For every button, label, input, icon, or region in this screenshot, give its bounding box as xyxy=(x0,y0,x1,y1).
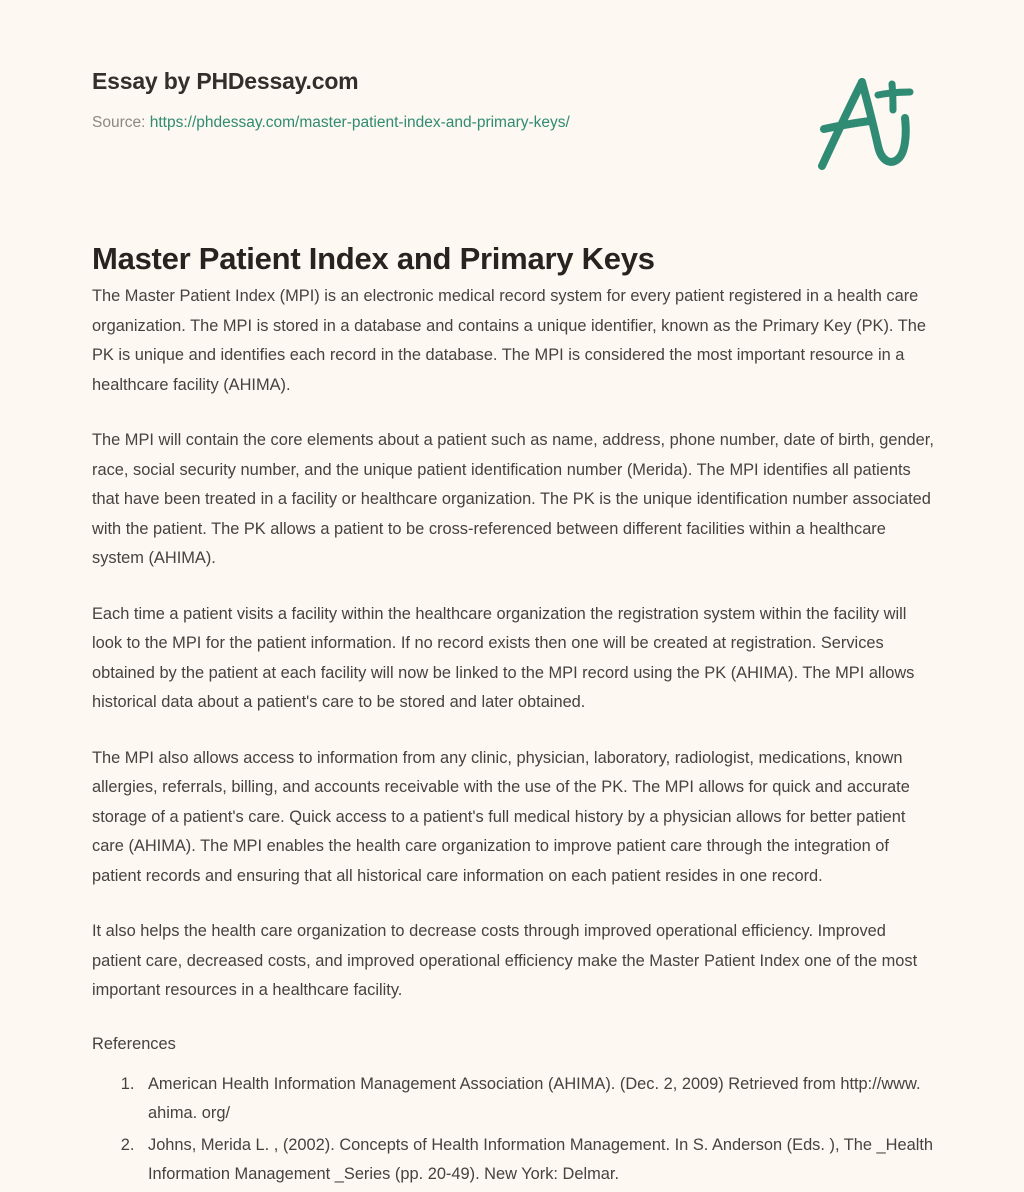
source-url-link[interactable]: https://phdessay.com/master-patient-index-and-primary-keys/ xyxy=(149,114,570,131)
references-list xyxy=(92,1070,934,1190)
reference-item: 2. Johns, Merida L. , (2002). Concepts of Health Information Management. In S. Anderson (Eds. ), The _Health Information Management _Series (pp. 20-49). New York: Delmar. xyxy=(139,1131,934,1190)
page-header xyxy=(92,66,932,134)
paragraph: The Master Patient Index (MPI) is an electronic medical record system for every patient registered in a health care organization. The MPI is stored in a database and contains a unique identifier, known as the Primary Key (PK). The PK is unique and identifies each record in the database. The MPI is considered the most important resource in a healthcare facility (AHIMA). xyxy=(92,287,926,394)
essay-body xyxy=(92,282,934,1192)
source-line xyxy=(92,112,932,134)
a-plus-logo xyxy=(808,66,926,174)
source-label: Source: xyxy=(92,114,146,131)
reference-item: 1. American Health Information Management Association (AHIMA). (Dec. 2, 2009) Retrieved from http://www. ahima. org/ xyxy=(139,1070,934,1129)
paragraph: It also helps the health care organization to decrease costs through improved operational efficiency. Improved patient care, decreased costs, and improved operational efficiency make the Master Patient Index one of the most important resources in a healthcare facility. xyxy=(92,922,918,999)
paragraph: Each time a patient visits a facility within the healthcare organization the registration system within the facility will look to the MPI for the patient information. If no record exists then one will be created at registration. Services obtained by the patient at each facility will now be linked to the MPI record using the PK (AHIMA). The MPI allows historical data about a patient's care to be stored and later obtained. xyxy=(92,604,915,711)
paragraph: The MPI will contain the core elements about a patient such as name, address, phone number, date of birth, gender, race, social security number, and the unique patient identification number (Merida). The MPI identifies all patients that have been treated in a facility or healthcare organization. The PK is the unique identification number associated with the patient. The PK allows a patient to be cross-referenced between different facilities within a healthcare system (AHIMA). xyxy=(92,431,934,567)
brand-title: Essay by PHDessay.com xyxy=(92,68,359,94)
paragraph: The MPI also allows access to information from any clinic, physician, laboratory, radiologist, medications, known allergies, referrals, billing, and accounts receivable with the use of the PK. The MPI allows for quick and accurate storage of a patient's care. Quick access to a patient's full medical history by a physician allows for better patient care (AHIMA). The MPI enables the health care organization to improve patient care through the integration of patient records and ensuring that all historical care information on each patient resides in one record. xyxy=(92,748,910,885)
references-heading: References xyxy=(92,1034,176,1053)
page-title: Master Patient Index and Primary Keys xyxy=(92,240,655,276)
